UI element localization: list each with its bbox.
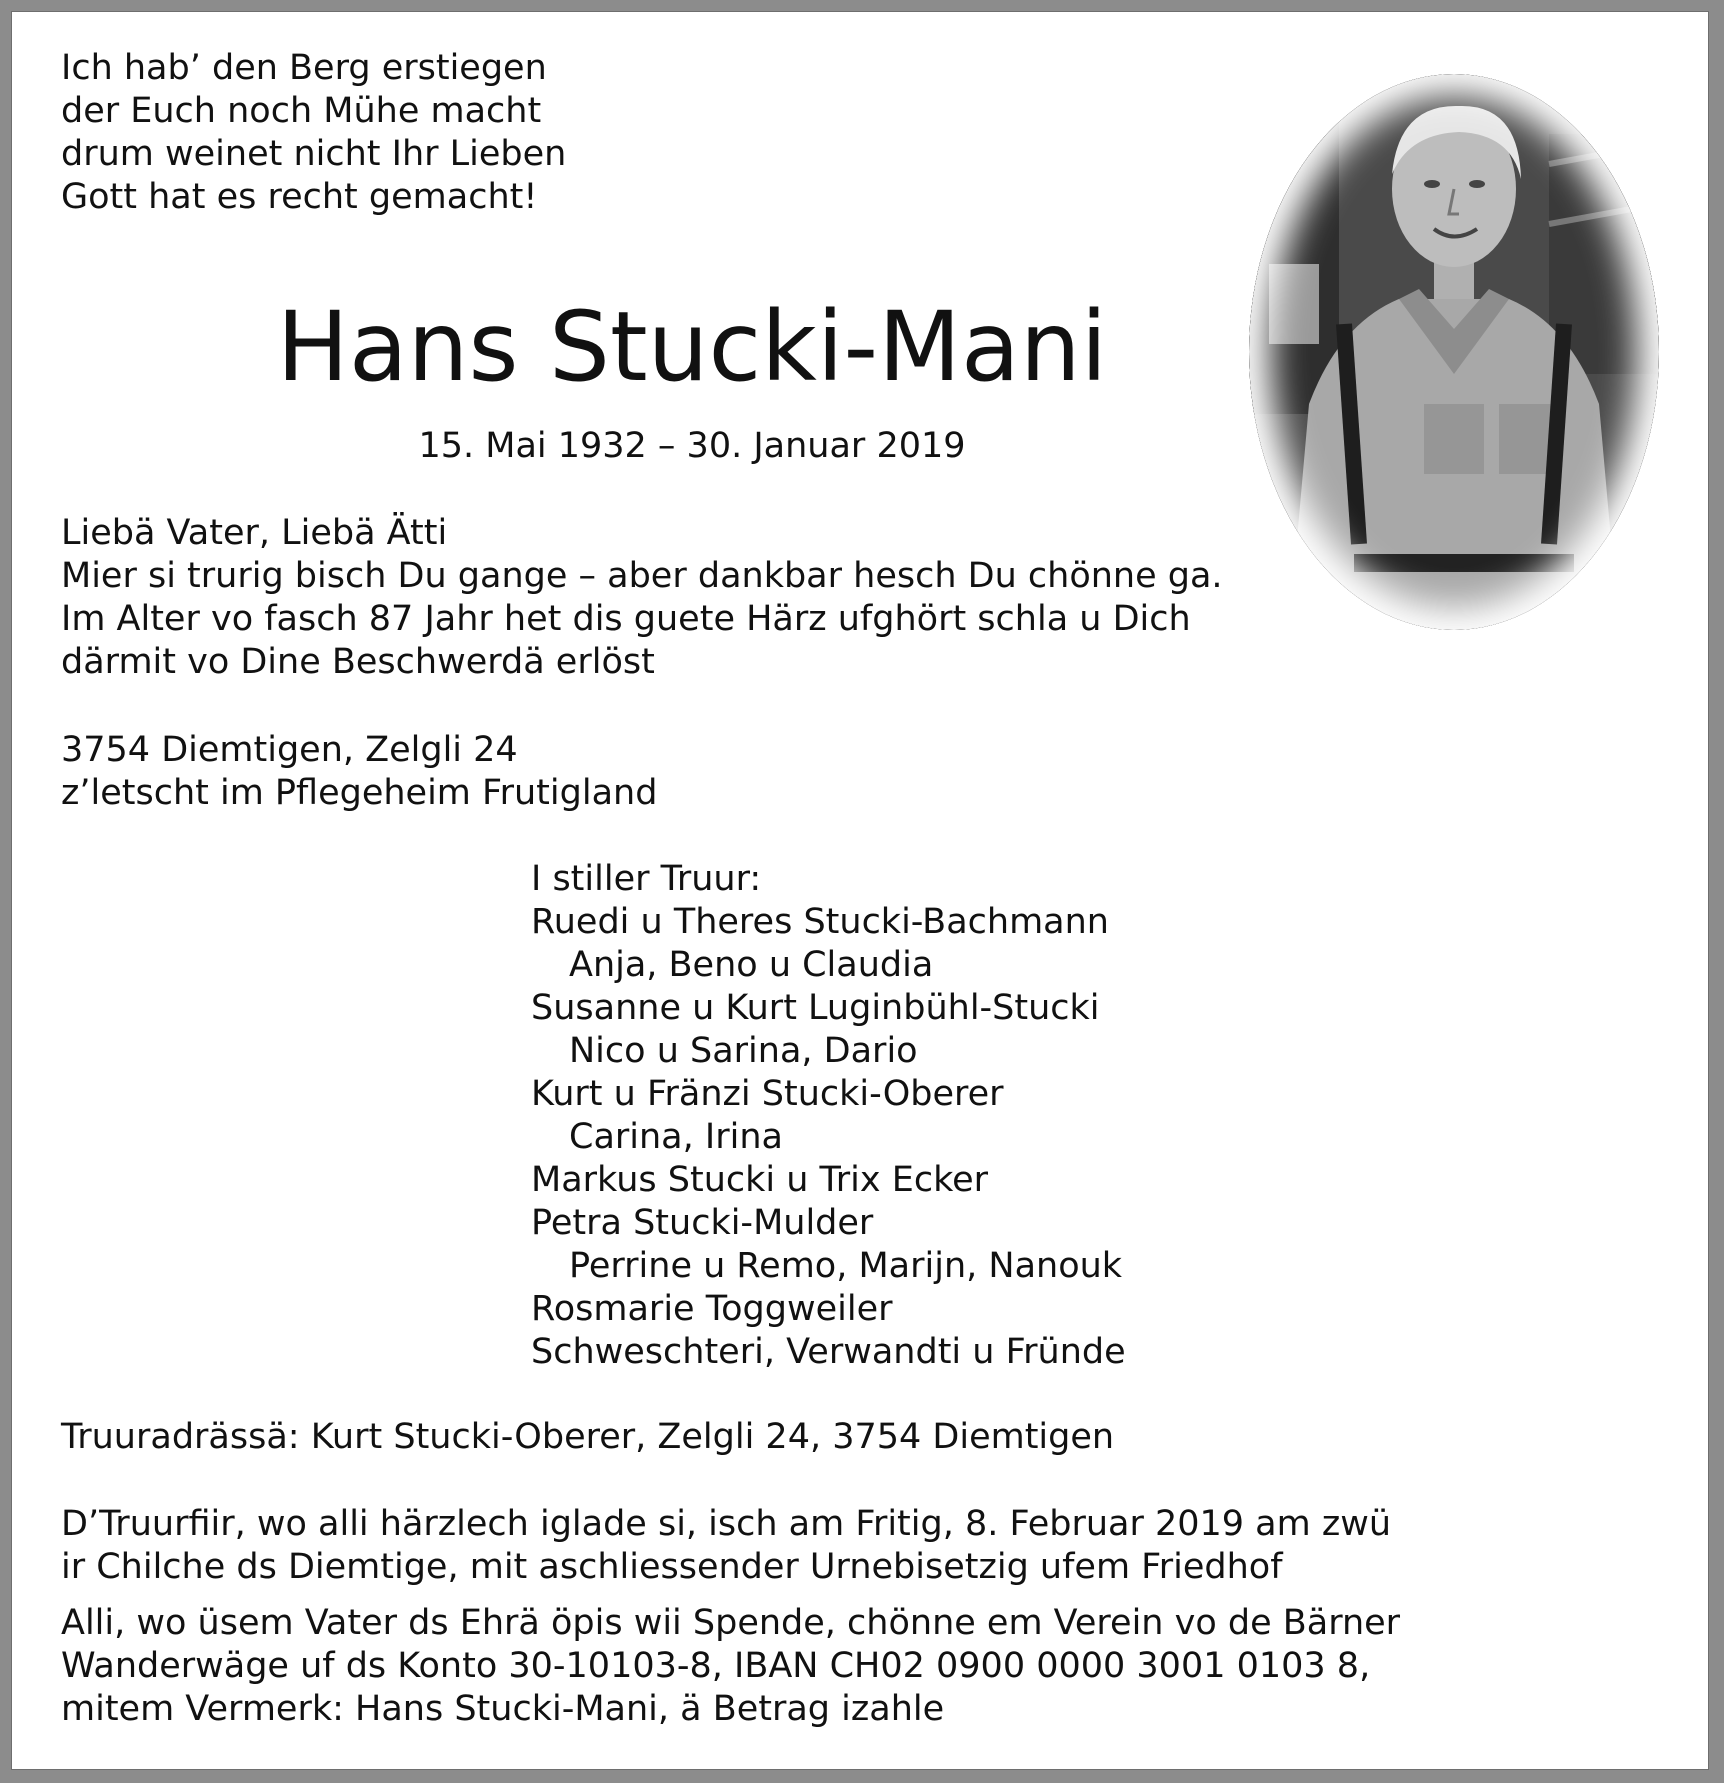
portrait-photo [1249, 74, 1659, 630]
deceased-name: Hans Stucki-Mani [276, 291, 1108, 403]
donation-info [61, 1602, 1400, 1731]
mourner-family: Petra Stucki-Mulder [531, 1203, 874, 1243]
mourner-family: Markus Stucki u Trix Ecker [531, 1160, 989, 1200]
mourner-children: Anja, Beno u Claudia [569, 945, 934, 985]
donation-line: mitem Vermerk: Hans Stucki-Mani, ä Betrag izahle [61, 1689, 945, 1729]
obituary-notice [12, 12, 1708, 1769]
donation-line: Wanderwäge uf ds Konto 30-10103-8, IBAN CH02 0900 0000 3001 0103 8, [61, 1646, 1371, 1686]
poem-line: drum weinet nicht Ihr Lieben [61, 134, 567, 174]
poem-line: Ich hab’ den Berg erstiegen [61, 48, 547, 88]
poem-line: Gott hat es recht gemacht! [61, 177, 538, 217]
farewell-line: därmit vo Dine Beschwerdä erlöst [61, 642, 655, 682]
mourners-heading: I stiller Truur: [531, 859, 762, 899]
farewell-line: Im Alter vo fasch 87 Jahr het dis guete Härz ufghört schla u Dich [61, 599, 1191, 639]
address-line: z’letscht im Pflegeheim Frutigland [61, 773, 658, 813]
mourning-address [61, 1416, 1114, 1459]
funeral-service-info [61, 1503, 1391, 1589]
poem [61, 47, 566, 219]
farewell-line: Mier si trurig bisch Du gange – aber dankbar hesch Du chönne ga. [61, 556, 1223, 596]
mourner-family: Ruedi u Theres Stucki-Bachmann [531, 902, 1109, 942]
mourner-family: Kurt u Fränzi Stucki-Oberer [531, 1074, 1004, 1114]
poem-line: der Euch noch Mühe macht [61, 91, 542, 131]
life-dates: 15. Mai 1932 – 30. Januar 2019 [418, 426, 966, 466]
address [61, 729, 657, 815]
mourning-address-line: Truuradrässä: Kurt Stucki-Oberer, Zelgli 24, 3754 Diemtigen [61, 1417, 1115, 1457]
portrait-photo-illustration [1249, 74, 1659, 630]
mourners-list [531, 858, 1126, 1374]
mourner-children: Carina, Irina [569, 1117, 783, 1157]
mourner-children: Nico u Sarina, Dario [569, 1031, 918, 1071]
service-line: D’Truurfiir, wo alli härzlech iglade si, isch am Fritig, 8. Februar 2019 am zwü [61, 1504, 1392, 1544]
service-line: ir Chilche ds Diemtige, mit aschliessender Urnebisetzig ufem Friedhof [61, 1547, 1283, 1587]
farewell-line: Liebä Vater, Liebä Ätti [61, 513, 448, 553]
mourner-family: Susanne u Kurt Luginbühl-Stucki [531, 988, 1100, 1028]
farewell-message [61, 512, 1223, 684]
address-line: 3754 Diemtigen, Zelgli 24 [61, 730, 518, 770]
donation-line: Alli, wo üsem Vater ds Ehrä öpis wii Spende, chönne em Verein vo de Bärner [61, 1603, 1401, 1643]
mourner-children: Perrine u Remo, Marijn, Nanouk [569, 1246, 1123, 1286]
mourner-family: Rosmarie Toggweiler [531, 1289, 893, 1329]
mourner-family: Schweschteri, Verwandti u Fründe [531, 1332, 1126, 1372]
